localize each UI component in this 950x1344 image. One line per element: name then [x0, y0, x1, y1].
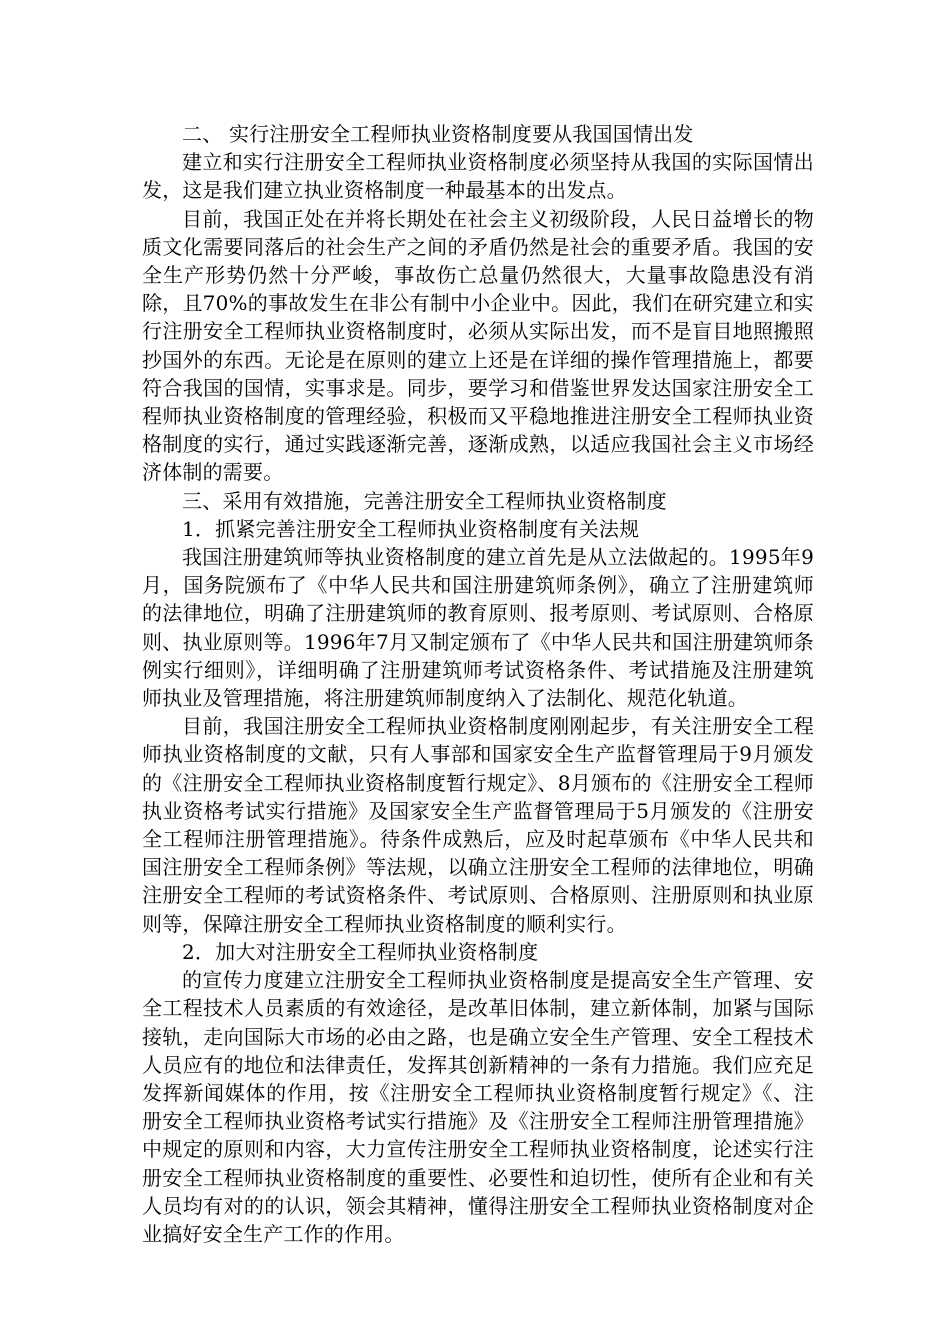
paragraph-basis: 建立和实行注册安全工程师执业资格制度必须坚持从我国的实际国情出发，这是我们建立执业资格制度一种最基本的出发点。 — [142, 150, 814, 203]
document-body — [142, 120, 814, 1248]
paragraph-engineer-documents: 目前，我国注册安全工程师执业资格制度刚刚起步，有关注册安全工程师执业资格制度的文献，只有人事部和国家安全生产监督管理局于9月颁发的《注册安全工程师执业资格制度暂行规定》、8月颁布的《注册安全工程师执业资格考试实行措施》及国家安全生产监督管理局于5月颁发的《注册安全工程师注册管理措施》。待条件成熟后，应及时起草颁布《中华人民共和国注册安全工程师条例》等法规，以确立注册安全工程师的法律地位，明确注册安全工程师的考试资格条件、考试原则、合格原则、注册原则和执业原则等，保障注册安全工程师执业资格制度的顺利实行。 — [142, 714, 814, 936]
section-heading-two: 二、 实行注册安全工程师执业资格制度要从我国国情出发 — [182, 122, 694, 146]
subheading-regulations: 1．抓紧完善注册安全工程师执业资格制度有关法规 — [182, 516, 640, 541]
paragraph-architect-legislation: 我国注册建筑师等执业资格制度的建立首先是从立法做起的。1995年9月，国务院颁布了《中华人民共和国注册建筑师条例》，确立了注册建筑师的法律地位，明确了注册建筑师的教育原则、报考原则、考试原则、合格原则、执业原则等。1996年7月又制定颁布了《中华人民共和国注册建筑师条例实行细则》，详细明确了注册建筑师考试资格条件、考试措施及注册建筑师执业及管理措施，将注册建筑师制度纳入了法制化、规范化轨道。 — [142, 545, 814, 711]
subheading-publicity: 2．加大对注册安全工程师执业资格制度 — [182, 939, 539, 964]
section-heading-three: 三、采用有效措施，完善注册安全工程师执业资格制度 — [182, 488, 667, 513]
paragraph-current-situation: 目前，我国正处在并将长期处在社会主义初级阶段，人民日益增长的物质文化需要同落后的社会生产之间的矛盾仍然是社会的重要矛盾。我国的安全生产形势仍然十分严峻，事故伤亡总量仍然很大，大量事故隐患没有消除，且70%的事故发生在非公有制中小企业中。因此，我们在研究建立和实行注册安全工程师执业资格制度时，必须从实际出发，而不是盲目地照搬照抄国外的东西。无论是在原则的建立上还是在详细的操作管理措施上，都要符合我国的国情，实事求是。同步，要学习和借鉴世界发达国家注册安全工程师执业资格制度的管理经验，积极而又平稳地推进注册安全工程师执业资格制度的实行，通过实践逐渐完善，逐渐成熟，以适应我国社会主义市场经济体制的需要。 — [142, 206, 814, 485]
paragraph-publicity: 的宣传力度建立注册安全工程师执业资格制度是提高安全生产管理、安全工程技术人员素质的有效途径，是改革旧体制，建立新体制，加紧与国际接轨，走向国际大市场的必由之路，也是确立安全生产管理、安全工程技术人员应有的地位和法律责任，发挥其创新精神的一条有力措施。我们应充足发挥新闻媒体的作用，按《注册安全工程师执业资格制度暂行规定》《、注册安全工程师执业资格考试实行措施》及《注册安全工程师注册管理措施》中规定的原则和内容，大力宣传注册安全工程师执业资格制度，论述实行注册安全工程师执业资格制度的重要性、必要性和迫切性，使所有企业和有关人员均有对的的认识，领会其精神，懂得注册安全工程师执业资格制度对企业搞好安全生产工作的作用。 — [142, 968, 814, 1246]
